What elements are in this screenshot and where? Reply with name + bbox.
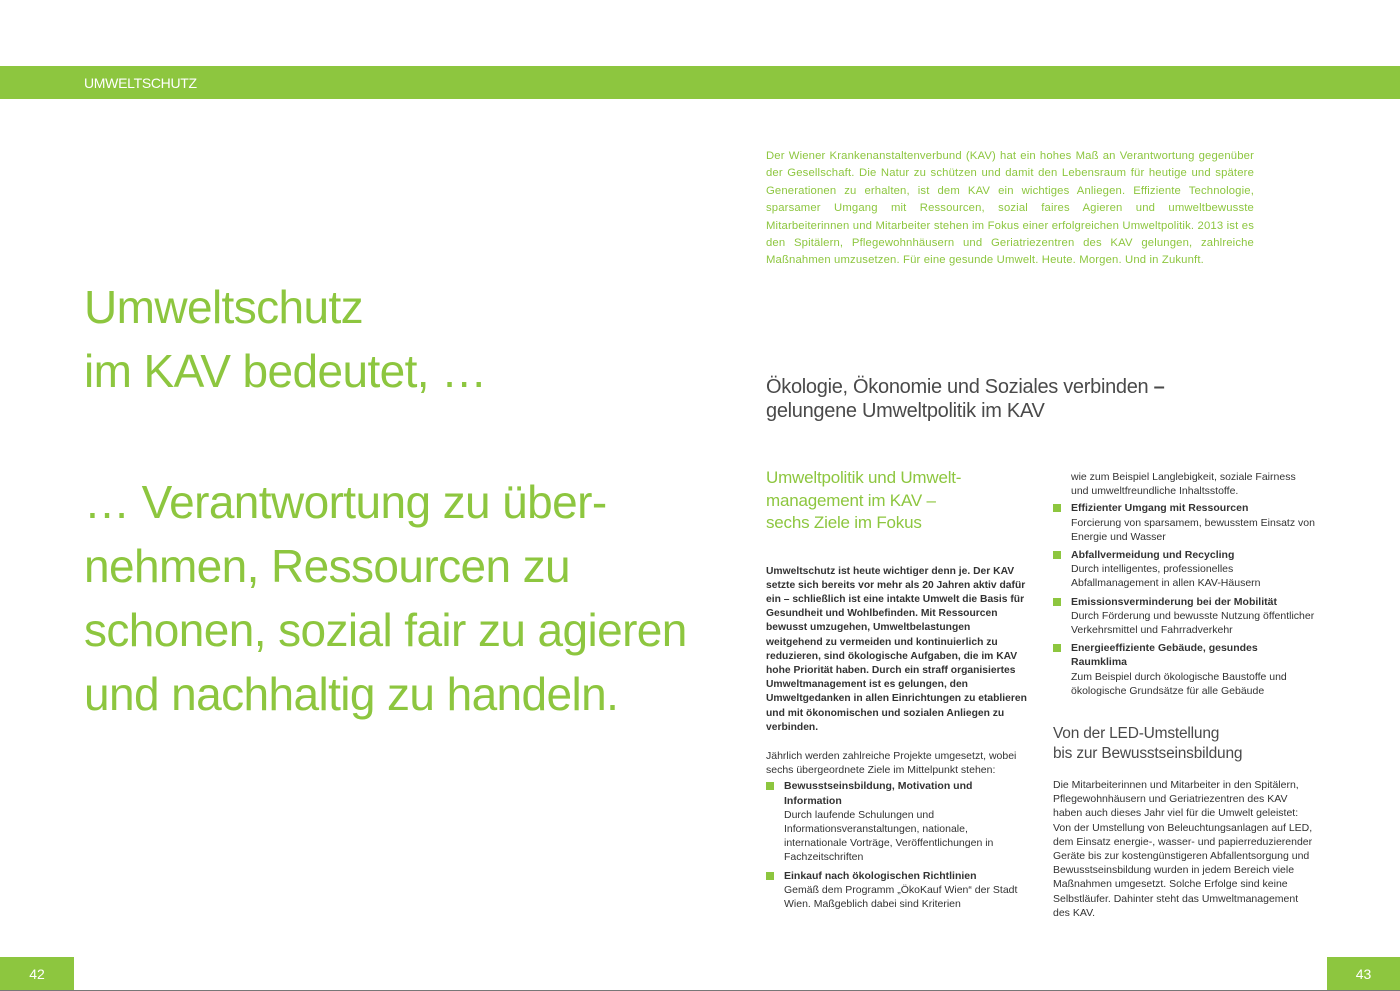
section-header-bar: [0, 66, 1400, 99]
goal-text: Forcierung von sparsamem, bewusstem Einsatz von Energie und Wasser: [1071, 516, 1315, 543]
subsection-heading-line: bis zur Bewusstseinsbildung: [1053, 745, 1243, 763]
goal-item: [1053, 548, 1315, 591]
section-title: [766, 375, 1186, 423]
bullet-square-icon: [766, 782, 774, 790]
goal-item: [1053, 595, 1315, 638]
body-paragraph: Die Mitarbeiterinnen und Mitarbeiter in den Spitälern, Pflegewohnhäusern und Geriatriezentren des KAV haben auch dieses Jahr viel für die Umwelt geleistet: Von der Umstellung von Beleuchtungsanlagen auf LED, dem Einsatz energie-, wasser- und papierreduzierender Geräte bis zur kostengünstigeren Abfallentsorgung und Bewusstseinsbildung wurden in jedem Bereich viele Maßnahmen umgesetzt. Solche Erfolge sind keine Selbstläufer. Dahinter steht das Umweltmanagement des KAV.: [1053, 779, 1313, 919]
subsection-heading-line: Von der LED-Umstellung: [1053, 725, 1220, 743]
bold-lead-paragraph: Umweltschutz ist heute wichtiger denn je. Der KAV setzte sich bereits vor mehr als 20 Jahren aktiv dafür ein – schließlich ist eine intakte Umwelt die Basis für Gesundheit und Wohlbefinden. Mit Ressourcen bewusst umzugehen, Umweltbelastungen weitgehend zu vermeiden und kontinuierlich zu reduzieren, sind ökologische Aufgaben, die im KAV hohe Priorität haben. Durch ein straff organisiertes Umweltmanagement ist es gelungen, den Umweltgedanken in allen Einrichtungen zu etablieren und mit ökonomischen und sozialen Anliegen zu verbinden.: [766, 565, 1027, 733]
bullet-square-icon: [1053, 504, 1061, 512]
goal-item: [766, 779, 1028, 864]
goal-title: Bewusstseinsbildung, Motivation und Information: [784, 780, 973, 807]
headline-part-2: [84, 470, 687, 726]
goal-text: Durch Förderung und bewusste Nutzung öffentlicher Verkehrsmittel und Fahrradverkehr: [1071, 609, 1315, 637]
headline-line: … Verantwortung zu über-: [84, 476, 607, 528]
headline-part-1: [84, 275, 487, 403]
goal-text: Zum Beispiel durch ökologische Baustoffe und ökologische Grundsätze für alle Gebäude: [1071, 670, 1287, 697]
goal-title: Energieeffiziente Gebäude, gesundes Raumklima: [1071, 642, 1258, 669]
goal-title: Emissionsverminderung bei der Mobilität: [1071, 595, 1277, 608]
section-title-dash: –: [1148, 376, 1165, 398]
bullet-square-icon: [1053, 644, 1061, 652]
goal-list: [1053, 501, 1315, 698]
headline-line: und nachhaltig zu handeln.: [84, 668, 619, 720]
body-paragraph: Jährlich werden zahlreiche Projekte umgesetzt, wobei sechs übergeordnete Ziele im Mittelpunkt stehen:: [766, 749, 1017, 777]
bullet-square-icon: [1053, 598, 1061, 606]
section-title-line: gelungene Umweltpolitik im KAV: [766, 400, 1045, 422]
goal-item: [1053, 641, 1315, 698]
goal-item: [1053, 501, 1315, 544]
goal-text: Durch intelligentes, professionelles Abfallmanagement in allen KAV-Häusern: [1071, 563, 1261, 590]
bullet-square-icon: [1053, 551, 1061, 559]
headline-line: schonen, sozial fair zu agieren: [84, 604, 687, 656]
continuation-text: wie zum Beispiel Langlebigkeit, soziale Fairness und umweltfreundliche Inhaltsstoffe.: [1071, 471, 1296, 498]
headline-line: Umweltschutz: [84, 281, 364, 333]
intro-paragraph: Der Wiener Krankenanstaltenverbund (KAV) hat ein hohes Maß an Verantwortung gegenüber der Gesellschaft. Die Natur zu schützen und damit den Lebensraum für heutige und spätere Generationen zu erhalten, ist dem KAV ein wichtiges Anliegen. Effiziente Technologie, sparsamer Umgang mit Ressourcen, sozial faires Agieren und umweltbewusste Mitarbeiterinnen und Mitarbeiter stehen im Fokus einer erfolgreichen Umweltpolitik. 2013 ist es den Spitälern, Pflegewohnhäusern und Geriatriezentren des KAV gelungen, zahlreiche Maßnahmen umzusetzen. Für eine gesunde Umwelt. Heute. Morgen. Und in Zukunft.: [766, 150, 1254, 267]
section-label: UMWELTSCHUTZ: [84, 75, 197, 91]
left-text-column: [766, 467, 1028, 915]
page-number-left: 42: [0, 957, 74, 991]
subsection-heading: [1053, 724, 1315, 764]
headline-line: im KAV bedeutet, …: [84, 345, 487, 397]
bullet-square-icon: [766, 872, 774, 880]
column-heading: [766, 467, 1028, 535]
right-text-column: [1053, 470, 1315, 920]
goal-title: Einkauf nach ökologischen Richtlinien: [784, 869, 977, 882]
goal-title: Effizienter Umgang mit Ressourcen: [1071, 502, 1249, 515]
headline-line: nehmen, Ressourcen zu: [84, 540, 571, 592]
page-number-right: 43: [1327, 957, 1400, 991]
goal-text: Gemäß dem Programm „ÖkoKauf Wien“ der Stadt Wien. Maßgeblich dabei sind Kriterien: [784, 883, 1018, 910]
goal-title: Abfallvermeidung und Recycling: [1071, 549, 1235, 562]
goal-text: Durch laufende Schulungen und Informationsveranstaltungen, nationale, internationale Vorträge, Veröffentlichungen in Fachzeitschriften: [784, 808, 994, 864]
column-heading-line: Umweltpolitik und Umwelt-: [766, 468, 962, 487]
goal-list: [766, 779, 1028, 911]
column-heading-line: management im KAV –: [766, 490, 936, 510]
column-heading-line: sechs Ziele im Fokus: [766, 513, 922, 532]
section-title-line: Ökologie, Ökonomie und Soziales verbinden: [766, 376, 1149, 398]
goal-item: [766, 869, 1028, 912]
